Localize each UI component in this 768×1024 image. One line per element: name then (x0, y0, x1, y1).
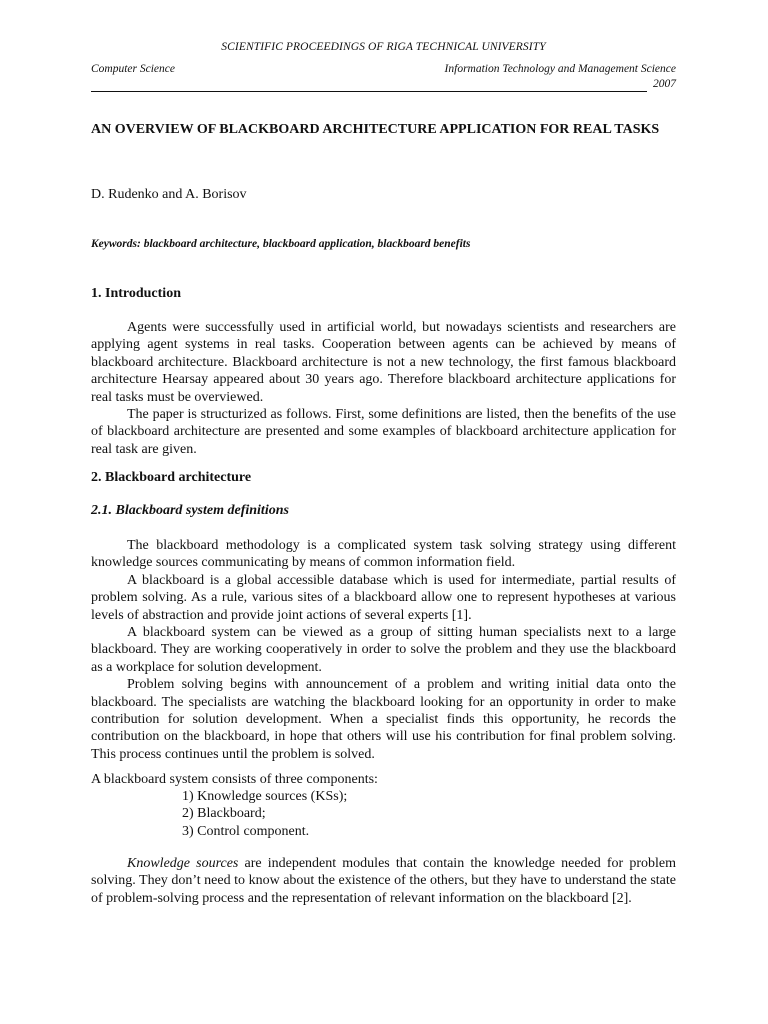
ks-term: Knowledge sources (127, 856, 239, 871)
components-list (182, 788, 347, 840)
journal-name: SCIENTIFIC PROCEEDINGS OF RIGA TECHNICAL UNIVERSITY (221, 41, 546, 53)
paragraph: Agents were successfully used in artificial world, but nowadays scientists and researchers are applying agent systems in real tasks. Cooperation between agents can be achieved by means of blackboard architecture. Blackboard architecture is not a new technology, the first famous blackboard architecture Hearsay appeared about 30 years ago. Therefore blackboard architecture applications for real tasks must be overviewed. (91, 320, 676, 405)
paper-title: AN OVERVIEW OF BLACKBOARD ARCHITECTURE APPLICATION FOR REAL TASKS (91, 122, 660, 137)
components-intro (91, 771, 676, 788)
paper-authors: D. Rudenko and A. Borisov (91, 187, 247, 202)
paragraph: Problem solving begins with announcement of a problem and writing initial data onto the blackboard. The specialists are watching the blackboard looking for an opportunity in order to make contribution for solution development. When a specialist finds this opportunity, he records the contribution on the blackboard, in hope that others will use his contribution for final problem solving. This process continues until the problem is solved. (91, 677, 676, 762)
subsection-heading-definitions: 2.1. Blackboard system definitions (91, 503, 289, 518)
definitions-body (91, 537, 676, 763)
header-right: Information Technology and Management Science (444, 63, 676, 75)
header-year: 2007 (653, 78, 676, 90)
introduction-body (91, 319, 676, 458)
ks-text: are independent modules that contain the knowledge needed for problem solving. They don’t need to know about the existence of the others, but they have to understand the state of problem-solving process and the representation of relevant information on the blackboard [2]. (91, 856, 677, 906)
paragraph: A blackboard is a global accessible database which is used for intermediate, partial results of problem solving. As a rule, various sites of a blackboard allow one to represent hypotheses at various levels of abstraction and provide joint actions of several experts [1]. (91, 572, 676, 623)
paragraph: A blackboard system can be viewed as a group of sitting human specialists next to a large blackboard. They are working cooperatively in order to solve the problem and they use the blackboard as a workplace for solution development. (91, 625, 676, 675)
header-left: Computer Science (91, 63, 175, 75)
list-item: 1) Knowledge sources (KSs); (182, 789, 348, 804)
list-item: 3) Control component. (182, 823, 310, 839)
paragraph (91, 855, 676, 907)
paragraph: The blackboard methodology is a complicated system task solving strategy using different knowledge sources communicating by means of common information field. (91, 538, 676, 571)
header-rule (91, 91, 647, 92)
section-heading-introduction: 1. Introduction (91, 286, 181, 301)
paper-keywords: Keywords: blackboard architecture, blackboard application, blackboard benefits (91, 238, 471, 250)
knowledge-sources-body (91, 855, 676, 907)
list-item: 2) Blackboard; (182, 806, 266, 822)
paragraph: The paper is structurized as follows. First, some definitions are listed, then the benefits of the use of blackboard architecture are presented and some examples of blackboard architecture application for real task are given. (91, 407, 676, 457)
section-heading-blackboard-architecture: 2. Blackboard architecture (91, 470, 252, 485)
paragraph: A blackboard system consists of three components: (91, 772, 378, 787)
